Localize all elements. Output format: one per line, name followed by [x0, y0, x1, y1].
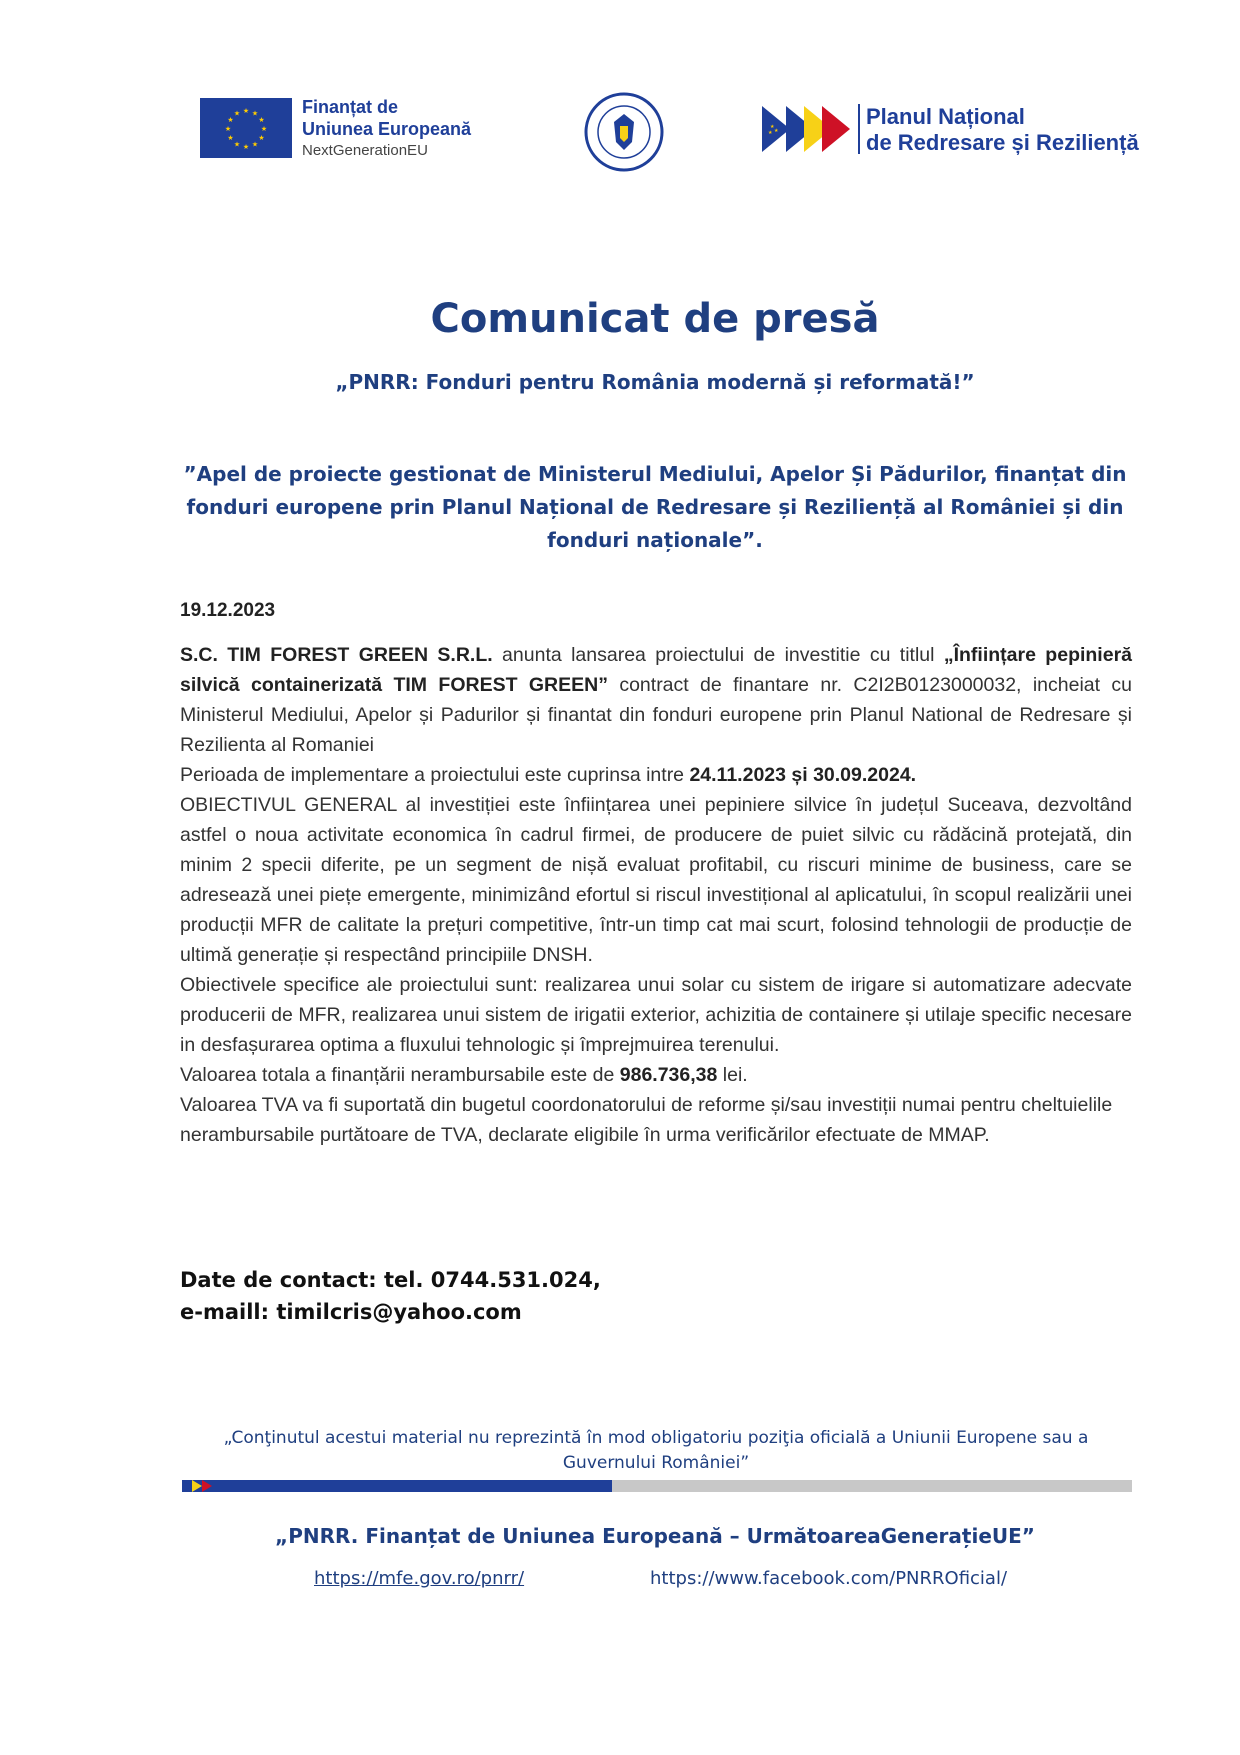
- announcement-text-2: contract de finantare nr. C2I2B0123000032, incheiat cu Ministerul Mediului, Apelor și Padurilor și finantat din fonduri europene prin Planul National de Redresare și Rezilienta al Romaniei: [180, 674, 1132, 756]
- svg-text:★: ★: [224, 125, 232, 133]
- svg-text:★: ★: [768, 130, 773, 136]
- period-dates: 24.11.2023 și 30.09.2024.: [689, 764, 917, 786]
- svg-text:★: ★: [258, 134, 265, 142]
- contact-phone: Date de contact: tel. 0744.531.024,: [180, 1268, 601, 1292]
- paragraph-general-objective: OBIECTIVUL GENERAL al investiției este înființarea unei pepiniere silvice în județul Suceava, dezvoltând astfel o noua activitate economica în cadrul firmei, de producere de puiet silvic cu rădăcină protejată, din minim 2 specii diferite, pe un segment de nișă evaluat profitabil, cu riscuri minime de business, care se adresează unei piețe emergente, minimizând efortul si riscul investițional al aplicatului, în scopul realizării unei producții MFR de calitate la prețuri competitive, într-un timp cat mai scurt, folosind tehnologii de producție de ultimă generație și respectând principiile DNSH.: [180, 794, 1132, 966]
- pnrr-divider: [858, 104, 860, 154]
- svg-text:★: ★: [242, 143, 250, 151]
- svg-text:★: ★: [251, 140, 259, 149]
- footer-slogan: „PNRR. Finanțat de Uniunea Europeană – UrmătoareaGenerațieUE”: [275, 1524, 1035, 1548]
- svg-text:★: ★: [260, 125, 268, 133]
- contact-info: [180, 1264, 601, 1328]
- paragraph-funding-value: [180, 1060, 1132, 1090]
- announcement-text-1: anunta lansarea proiectului de investitie cu titlul: [492, 644, 944, 666]
- pnrr-line1: Planul Național: [866, 104, 1025, 129]
- press-release-body: [180, 640, 1132, 1150]
- pnrr-logo-icon: [762, 104, 850, 154]
- paragraph-implementation-period: [180, 760, 1132, 790]
- eu-funding-label: [302, 96, 471, 162]
- eu-flag-icon: [200, 98, 292, 158]
- footer-color-bar: [182, 1480, 1132, 1492]
- svg-text:★: ★: [227, 134, 234, 142]
- svg-text:★: ★: [233, 109, 241, 118]
- contact-email: e-maill: timilcris@yahoo.com: [180, 1300, 522, 1324]
- svg-text:★: ★: [774, 128, 779, 134]
- pnrr-logo-label: [866, 104, 1139, 156]
- project-title: „Înființare pepinieră silvică containerizată TIM FOREST GREEN”: [180, 644, 1133, 696]
- page-title: Comunicat de presă: [430, 296, 880, 342]
- release-date: 19.12.2023: [180, 600, 276, 621]
- funding-value: 986.736,38: [619, 1064, 718, 1086]
- eu-disclaimer: „Conţinutul acestui material nu reprezintă în mod obligatoriu poziţia oficială a Uniunii Europene sau a Guvernului României”: [223, 1428, 1089, 1473]
- funding-text-1: Valoarea totala a finanțării nerambursabile este de: [180, 1064, 620, 1086]
- mfe-pnrr-link[interactable]: https://mfe.gov.ro/pnrr/: [314, 1568, 525, 1589]
- paragraph-vat: Valoarea TVA va fi suportată din bugetul coordonatorului de reforme și/sau investiții numai pentru cheltuielile nerambursabile purtătoare de TVA, declarate eligibile în urma verificărilor efectuate de MMAP.: [180, 1094, 1113, 1146]
- eu-funding-line1: Finanțat de: [302, 97, 399, 117]
- call-for-projects-heading: ”Apel de proiecte gestionat de Ministerul Mediului, Apelor Și Pădurilor, finanțat din fonduri europene prin Planul Național de Redresare și Reziliență al României și din fonduri naționale”.: [183, 462, 1127, 552]
- period-text: Perioada de implementare a proiectului este cuprinsa intre: [180, 764, 690, 786]
- facebook-pnrr-link[interactable]: https://www.facebook.com/PNRROficial/: [650, 1568, 1008, 1589]
- svg-text:★: ★: [251, 109, 259, 118]
- page-subtitle: „PNRR: Fonduri pentru România modernă și reformată!”: [335, 370, 975, 394]
- svg-text:★: ★: [233, 140, 241, 149]
- svg-text:★: ★: [227, 116, 234, 124]
- svg-text:★: ★: [242, 107, 250, 115]
- svg-text:★: ★: [770, 124, 775, 130]
- eu-funding-line3: NextGenerationEU: [302, 142, 428, 159]
- paragraph-announcement: [180, 640, 1132, 760]
- funding-text-2: lei.: [717, 1064, 748, 1086]
- eu-funding-line2: Uniunea Europeană: [302, 119, 472, 139]
- guvernul-romaniei-seal-icon: [584, 92, 664, 172]
- svg-text:★: ★: [258, 116, 265, 124]
- paragraph-specific-objectives: Obiectivele specifice ale proiectului sunt: realizarea unui solar cu sistem de irigare si automatizare adecvate producerii de MFR, realizarea unui sistem de irigatii exterior, achizitia de containere și utilaje specific necesare in desfașurarea optima a fluxului tehnologic și împrejmuirea terenului.: [180, 974, 1132, 1056]
- pnrr-line2: de Redresare și Reziliență: [866, 130, 1139, 155]
- company-name: S.C. TIM FOREST GREEN S.R.L.: [180, 644, 493, 666]
